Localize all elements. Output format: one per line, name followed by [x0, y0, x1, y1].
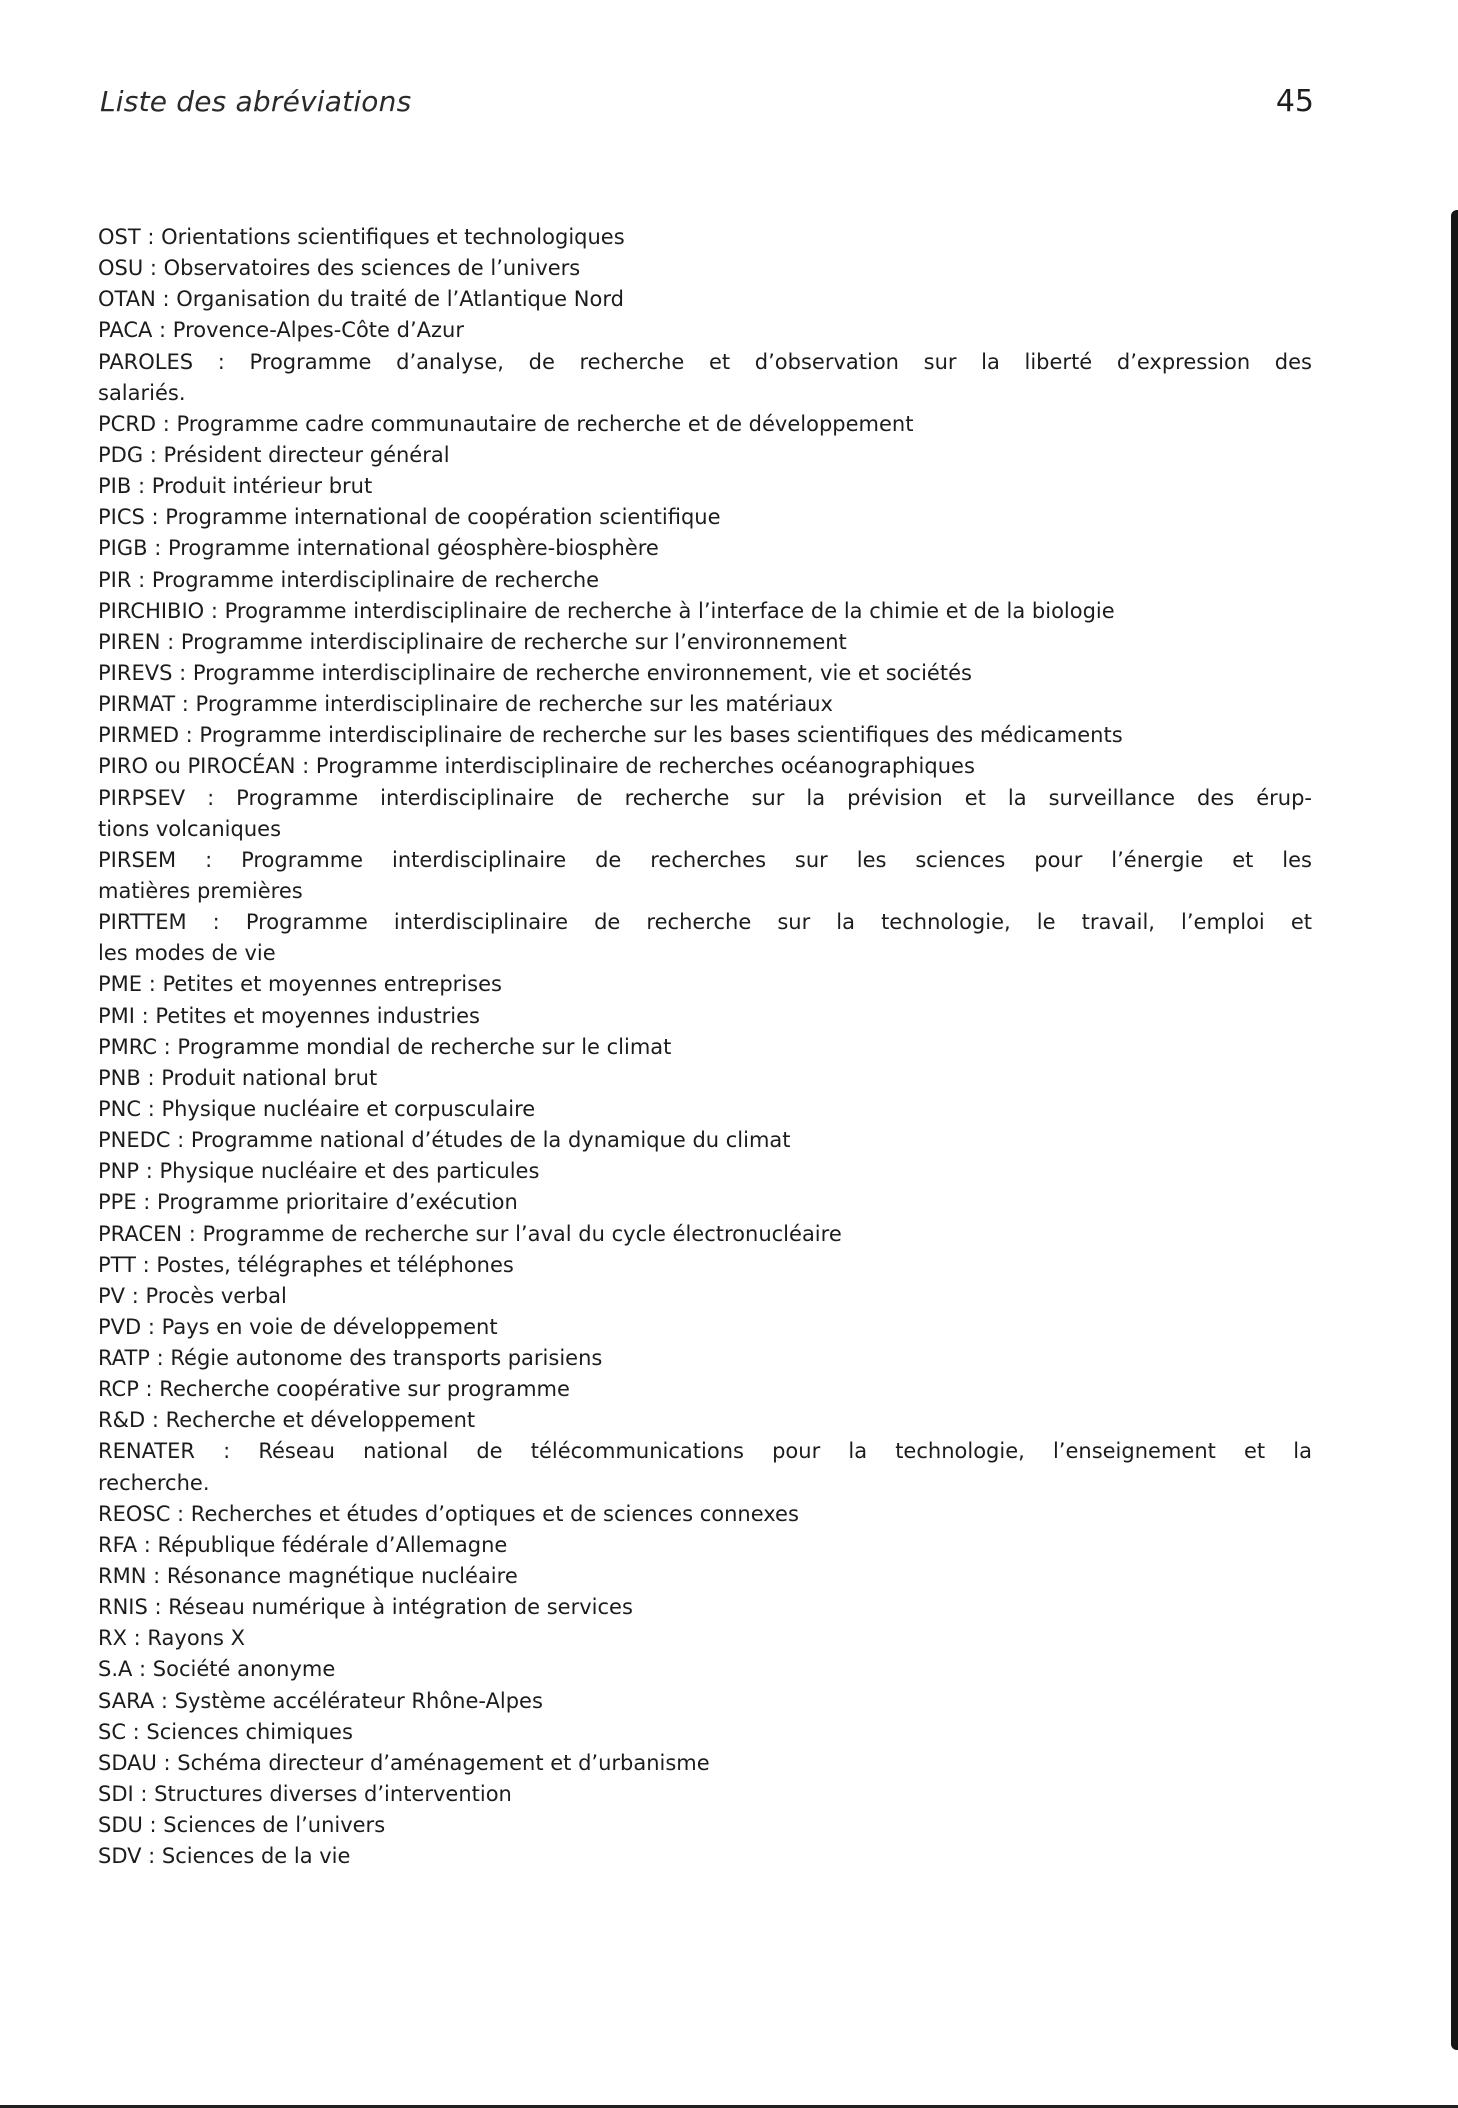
abbreviation-entry-sdau: SDAU : Schéma directeur d’aménagement et d’urbanisme	[98, 1750, 710, 1775]
abbreviation-entry-rx: RX : Rayons X	[98, 1626, 245, 1651]
abbreviation-entry-pmi: PMI : Petites et moyennes industries	[98, 1003, 480, 1028]
abbreviation-entry-ptt: PTT : Postes, télégraphes et téléphones	[98, 1252, 514, 1277]
abbreviation-entry-pirsem-continued: matières premières	[98, 878, 303, 903]
running-header	[100, 84, 1314, 120]
abbreviation-list	[98, 222, 1312, 1872]
abbreviation-entry-pirmat: PIRMAT : Programme interdisciplinaire de recherche sur les matériaux	[98, 692, 833, 717]
abbreviation-entry-pmrc: PMRC : Programme mondial de recherche sur le climat	[98, 1034, 672, 1059]
abbreviation-entry-renater-continued: recherche.	[98, 1470, 210, 1495]
abbreviation-entry-sdu: SDU : Sciences de l’univers	[98, 1813, 386, 1838]
abbreviation-entry-piro: PIRO ou PIROCÉAN : Programme interdisciplinaire de recherches océanographiques	[98, 754, 975, 779]
abbreviation-entry-pvd: PVD : Pays en voie de développement	[98, 1314, 498, 1339]
abbreviation-entry-pme: PME : Petites et moyennes entreprises	[98, 972, 502, 997]
abbreviation-entry-pirpsev-continued: tions volcaniques	[98, 816, 282, 841]
abbreviation-entry-ppe: PPE : Programme prioritaire d’exécution	[98, 1190, 518, 1215]
abbreviation-entry-piren: PIREN : Programme interdisciplinaire de recherche sur l’environnement	[98, 629, 847, 654]
abbreviation-entry-pirttem: PIRTTEM : Programme interdisciplinaire de recherche sur la technologie, le travail, l’emploi et	[98, 910, 1312, 935]
abbreviation-entry-sdv: SDV : Sciences de la vie	[98, 1844, 351, 1869]
abbreviation-entry-pirttem-continued: les modes de vie	[98, 941, 276, 966]
abbreviation-entry-pv: PV : Procès verbal	[98, 1283, 287, 1308]
abbreviation-entry-pdg: PDG : Président directeur général	[98, 442, 450, 467]
abbreviation-entry-pnedc: PNEDC : Programme national d’études de la dynamique du climat	[98, 1128, 791, 1153]
abbreviation-entry-pracen: PRACEN : Programme de recherche sur l’aval du cycle électronucléaire	[98, 1221, 842, 1246]
abbreviation-entry-paroles-continued: salariés.	[98, 380, 186, 405]
abbreviation-entry-pnb: PNB : Produit national brut	[98, 1065, 378, 1090]
abbreviation-entry-pcrd: PCRD : Programme cadre communautaire de recherche et de développement	[98, 411, 914, 436]
running-title: Liste des abréviations	[100, 85, 412, 118]
abbreviation-entry-pir: PIR : Programme interdisciplinaire de recherche	[98, 567, 600, 592]
abbreviation-entry-r-and-d: R&D : Recherche et développement	[98, 1408, 476, 1433]
abbreviation-entry-sc: SC : Sciences chimiques	[98, 1719, 353, 1744]
abbreviation-entry-sdi: SDI : Structures diverses d’intervention	[98, 1782, 512, 1807]
abbreviation-entry-paroles: PAROLES : Programme d’analyse, de recherche et d’observation sur la liberté d’expression des	[98, 349, 1312, 374]
abbreviation-entry-rmn: RMN : Résonance magnétique nucléaire	[98, 1564, 518, 1589]
abbreviation-entry-pnp: PNP : Physique nucléaire et des particules	[98, 1159, 540, 1184]
abbreviation-entry-rnis: RNIS : Réseau numérique à intégration de services	[98, 1595, 633, 1620]
abbreviation-entry-paca: PACA : Provence-Alpes-Côte d’Azur	[98, 318, 464, 343]
abbreviation-entry-pics: PICS : Programme international de coopération scientifique	[98, 505, 721, 530]
abbreviation-entry-otan: OTAN : Organisation du traité de l’Atlantique Nord	[98, 287, 624, 312]
abbreviation-entry-rcp: RCP : Recherche coopérative sur programme	[98, 1377, 570, 1402]
page-number: 45	[1275, 84, 1314, 119]
abbreviation-entry-sara: SARA : Système accélérateur Rhône-Alpes	[98, 1688, 543, 1713]
abbreviation-entry-reosc: REOSC : Recherches et études d’optiques et de sciences connexes	[98, 1501, 799, 1526]
abbreviation-entry-pnc: PNC : Physique nucléaire et corpusculaire	[98, 1096, 536, 1121]
abbreviation-entry-renater: RENATER : Réseau national de télécommunications pour la technologie, l’enseignement et la	[98, 1439, 1312, 1464]
abbreviation-entry-ost: OST : Orientations scientifiques et technologiques	[98, 225, 625, 249]
abbreviation-entry-pirmed: PIRMED : Programme interdisciplinaire de recherche sur les bases scientifiques des médicaments	[98, 723, 1123, 748]
abbreviation-entry-pirsem: PIRSEM : Programme interdisciplinaire de recherches sur les sciences pour l’énergie et les	[98, 847, 1312, 872]
abbreviation-entry-pirevs: PIREVS : Programme interdisciplinaire de recherche environnement, vie et sociétés	[98, 660, 972, 685]
abbreviation-entry-osu: OSU : Observatoires des sciences de l’univers	[98, 256, 581, 281]
abbreviation-entry-pirchibio: PIRCHIBIO : Programme interdisciplinaire de recherche à l’interface de la chimie et de la biologie	[98, 598, 1115, 623]
abbreviation-entry-pirpsev: PIRPSEV : Programme interdisciplinaire de recherche sur la prévision et la surveillance des érup-	[98, 785, 1312, 810]
abbreviation-entry-rfa: RFA : République fédérale d’Allemagne	[98, 1532, 508, 1557]
abbreviation-entry-sa: S.A : Société anonyme	[98, 1657, 336, 1682]
scan-shadow-right-edge	[1451, 210, 1458, 2050]
abbreviation-entry-ratp: RATP : Régie autonome des transports parisiens	[98, 1346, 603, 1371]
abbreviation-entry-pib: PIB : Produit intérieur brut	[98, 474, 373, 499]
abbreviation-entry-pigb: PIGB : Programme international géosphère-biosphère	[98, 536, 659, 561]
